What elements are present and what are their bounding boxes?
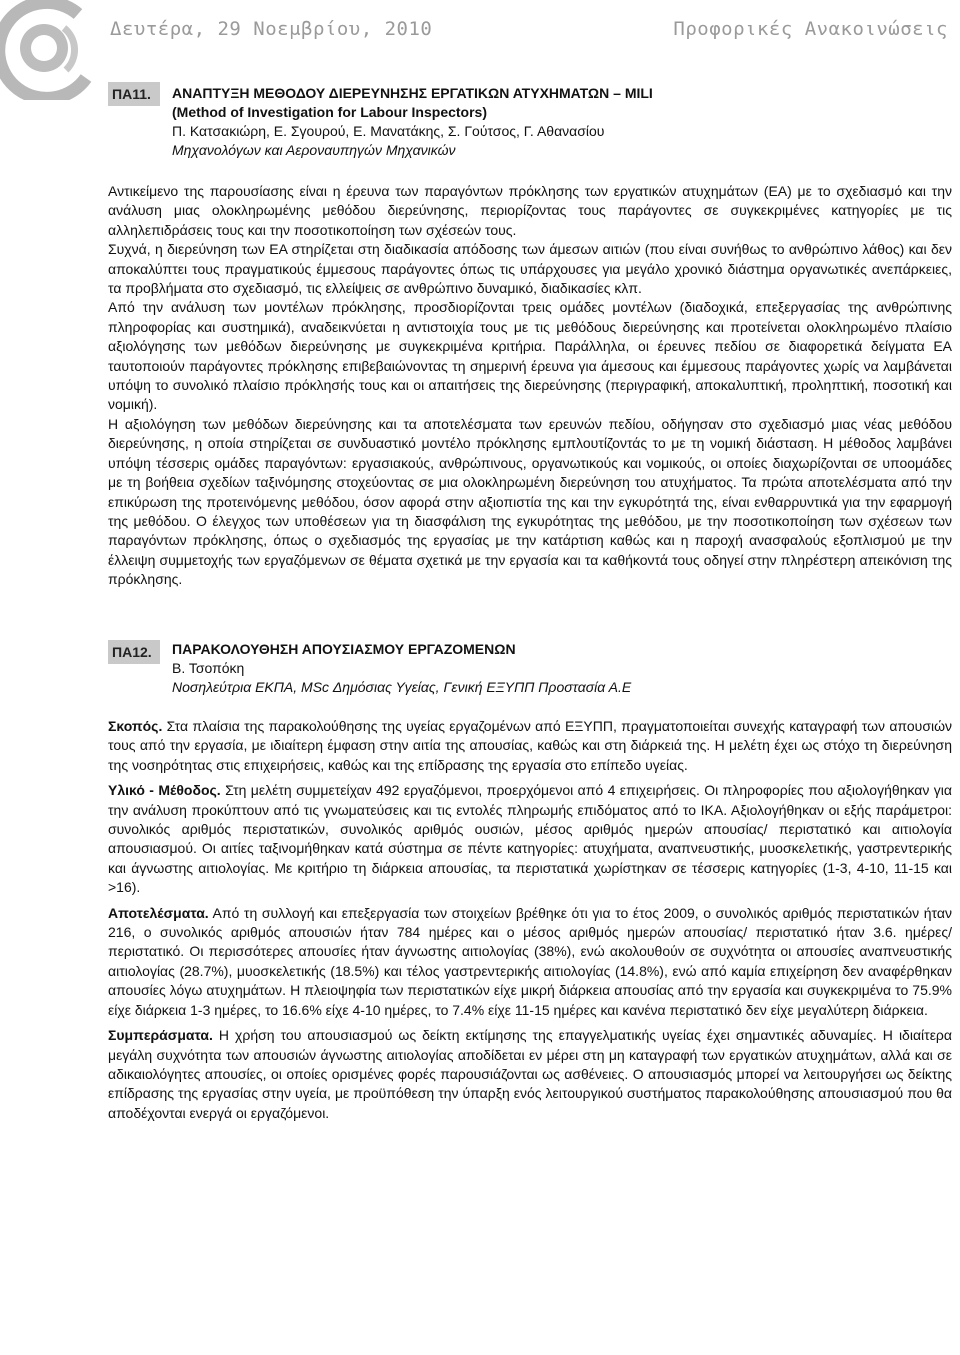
abstract-title: ΠΑΡΑΚΟΛΟΥΘΗΣΗ ΑΠΟΥΣΙΑΣΜΟΥ ΕΡΓΑΖΟΜΕΝΩΝ [172, 641, 516, 657]
abstract-header [172, 640, 952, 697]
section-label: Υλικό - Μέθοδος. [108, 782, 221, 799]
section-label: Αποτελέσματα. [108, 904, 209, 921]
section-text: Στη μελέτη συμμετείχαν 492 εργαζόμενοι, προερχόμενοι από 4 επιχειρήσεις. Οι πληροφορίες που αξιολογήθηκαν για την ανάλυση προκύπτουν από τις γνωματεύσεις και τις εντολές πληρωμής επιδόματος από το ΙΚΑ. Αξιολογήθηκαν οι εξής παράμετροι: συνολικός αριθμός περιστατικών, συνολικός αριθμός ουσιών, μέσος αριθμός ημερών απουσίας/ περιστατικό και αιτιολογία απουσιασμού. Οι αιτίες ταξινομήθηκαν κατά σύστημα σε πέντε κατηγορίες: ατυχήματα, αναπνευστικής, μυοσκελετικής, γαστρεντερικής και άγνωστης αιτιολογίας. Με κριτήριο τη διάρκεια απουσίας, τα περιστατικά χωρίστηκαν σε τέσσερις κατηγορίες (1-3, 4-10, 11-15 και >16). [108, 782, 952, 896]
abstract-header [172, 84, 952, 160]
abstract-body [108, 717, 952, 1123]
abstract-section [108, 1026, 952, 1123]
section-text: Στα πλαίσια της παρακολούθησης της υγείας εργαζομένων από ΕΞΥΠΠ, πραγματοποιείται συνεχής καταγραφή των απουσιών τους από την εργασία, με ιδιαίτερη έμφαση στην αιτία της απουσίας, καθώς και στη διάρκειά της. Η μελέτη έχει ως στόχο τη διερεύνηση της νοσηρότητας στις επιχειρήσεις, καθώς και της επίδρασης της εργασία στο επίπεδο υγείας. [108, 718, 952, 773]
header-date: Δευτέρα, 29 Νοεμβρίου, 2010 [110, 18, 433, 40]
abstract-section [108, 717, 952, 775]
section-label: Συμπεράσματα. [108, 1027, 213, 1044]
abstract-subtitle: (Method of Investigation for Labour Inspectors) [172, 104, 487, 120]
section-label: Σκοπός. [108, 718, 163, 734]
abstract-authors: Β. Τσοπόκη [172, 660, 245, 676]
conference-logo-icon [0, 0, 100, 100]
abstract-paragraph: Από την ανάλυση των μοντέλων πρόκλησης, προσδιορίζονται τρεις ομάδες μοντέλων (διαδοχικά, επεξεργασίας της ανθρώπινης πληροφορίας και συστημικά), αναδεικνύεται η αντιστοιχία τους με τις μεθόδους διερεύνησης και προτείνεται ολοκληρωμένο πλαίσιο αξιολόγησης των μεθόδων διερεύνησης με συγκεκριμένα κριτήρια. Παράλληλα, οι έρευνες πεδίου σε διαφορετικά δείγματα ΕΑ ταυτοποιούν παράγοντες πρόκλησης επιβεβαιώνοντας τη σημερινή έρευνα για άμεσους και έμμεσους παράγοντες χωρίς να λαμβάνεται υπόψη το συνολικό πλαίσιο πρόκλησής τους και οι απαιτήσεις της διερεύνησης (περιγραφική, αποκαλυπτική, προληπτική, ποσοτική και νομική). [108, 299, 952, 413]
section-text: Από τη συλλογή και επεξεργασία των στοιχείων βρέθηκε ότι για το έτος 2009, ο συνολικός αριθμός περιστατικών ήταν 216, ο συνολικός αριθμός απουσιών ήταν 784 ημέρες και ο μέσος αριθμός ημερών απουσίας/ περιστατικό ήταν 3.6. ημέρες/ περιστατικό. Οι περισσότερες απουσίες ήταν άγνωστης αιτιολογίας (38%), ενώ ακολουθούν σε συχνότητα οι απουσίες αναπνευστικής αιτιολογίας (28.7%), μυοσκελετικής (18.5%) και τέλος γαστρεντερικής αιτιολογίας (14.8%), ενώ από καμία επιχείρηση δεν αναφέρθηκαν απουσίες λόγω ατυχημάτων. Η πλειοψηφία των περιστατικών είχε μικρή διάρκεια απουσίας από την εργασία και συγκεκριμένα το 75.9% είχε διάρκεια 1-3 ημέρες, το 16.6% είχε 4-10 ημέρες, το 7.4% είχε 11-15 ημέρες και κανένα περιστατικό δεν είχε μεγαλύτερη διάρκεια. [108, 904, 952, 1018]
abstract-affiliation: Μηχανολόγων και Αεροναυπηγών Μηχανικών [172, 142, 456, 158]
abstract-code-badge: ΠΑ12. [108, 640, 160, 664]
abstract-title: ΑΝΑΠΤΥΞΗ ΜΕΘΟΔΟΥ ΔΙΕΡΕΥΝΗΣΗΣ ΕΡΓΑΤΙΚΩΝ ΑΤΥΧΗΜΑΤΩΝ – MILI [172, 85, 653, 101]
abstract-authors: Π. Κατσακιώρη, Ε. Σγουρού, Ε. Μανατάκης, Σ. Γούτσος, Γ. Αθανασίου [172, 123, 605, 139]
abstract-paragraph: Συχνά, η διερεύνηση των ΕΑ στηρίζεται στη διαδικασία απόδοσης των άμεσων αιτιών (που είναι συνήθως το ανθρώπινο λάθος) και δεν αποκαλύπτει τους πραγματικούς έμμεσους παράγοντες όπως τις υπάρχουσες για μεγάλο χρονικό διάστημα οργανωτικές ανεπάρκειες, τα προβλήματα στο σχεδιασμό, τις ελλείψεις σε ανθρώπινο δυναμικό, διαδικασίες κλπ. [108, 241, 952, 297]
abstract-code-badge: ΠΑ11. [108, 82, 160, 106]
section-text: Η χρήση του απουσιασμού ως δείκτη εκτίμησης της επαγγελματικής υγείας έχει σημαντικές αδυναμίες. Η ιδιαίτερα μεγάλη συχνότητα των απουσιών άγνωστης αιτιολογίας αποδίδεται εν μέρει στη μη καταγραφή των εργατικών ατυχημάτων, αλλά και σε αδικαιολόγητες απουσίες, οι οποίες ορισμένες φορές παρουσιάζονται ως ασθένειες. Ο απουσιασμός μπορεί να λειτουργήσει ως δείκτης επίδρασης της εργασίας στην υγεία, με προϋπόθεση την ύπαρξη ενός λειτουργικού συστήματος παρακολούθησης απουσιασμού που θα αποδέχονται ενεργά οι εργαζόμενοι. [108, 1027, 952, 1121]
header-section-title: Προφορικές Ανακοινώσεις [673, 18, 948, 40]
abstract-section [108, 904, 952, 1020]
abstract-paragraph: Αντικείμενο της παρουσίασης είναι η έρευνα των παραγόντων πρόκλησης των εργατικών ατυχημάτων (ΕΑ) με το σχεδιασμό και την ανάλυση μιας ολοκληρωμένης μεθόδου διερεύνησης, περιορίζοντας τους παράγοντες σε συγκεκριμένες κατηγορίες με τις αλληλεπιδράσεις τους και την ποσοτικοποίηση των σχέσεών τους. [108, 183, 952, 238]
abstract-section [108, 781, 952, 897]
abstract-paragraph: Η αξιολόγηση των μεθόδων διερεύνησης και τα αποτελέσματα των ερευνών πεδίου, οδήγησαν στο σχεδιασμό μιας νέας μεθόδου διερεύνησης, η οποία στηρίζεται σε συνδυαστικό μοντέλο πρόκλησης εμπλουτίζοντάς το με τη νομική διάσταση. Η μέθοδος λαμβάνει υπόψη τέσσερις ομάδες παραγόντων: εργασιακούς, ανθρώπινους, οργανωτικούς και νομικούς, οι οποίες διαχωρίζονται σε υποομάδες με τη βοήθεια σχεδίων ταξινόμησης στοχεύοντας σε μια ολοκληρωμένη διερεύνηση του ατυχήματος. Τα πρώτα αποτελέσματα από την επικύρωση της προτεινόμενης μεθόδου, όσον αφορά στην αξιοπιστία της και την εγκυρότητά της, είναι ενθαρρυντικά για την εφαρμογή της μεθόδου. Ο έλεγχος των υποθέσεων για τη διασφάλιση της εγκυρότητας της μεθόδου, με την ποσοτικοποίηση των σχέσεων των παραγόντων πρόκλησης, όπως ο σχεδιασμός της εργασίας με την κατάρτιση καθώς και η παροχή ανασφαλούς εξοπλισμού με την έλλειψη συμμετοχής των εργαζόμενων σε θέματα σχετικά με την εργασία και τα καθήκοντά τους οδηγεί στην πληρέστερη απεικόνιση της πρόκλησης. [108, 415, 952, 588]
abstract-affiliation: Νοσηλεύτρια ΕΚΠΑ, MSc Δημόσιας Υγείας, Γενική ΕΞΥΠΠ Προστασία Α.Ε [172, 679, 632, 695]
abstract-body [108, 182, 952, 590]
